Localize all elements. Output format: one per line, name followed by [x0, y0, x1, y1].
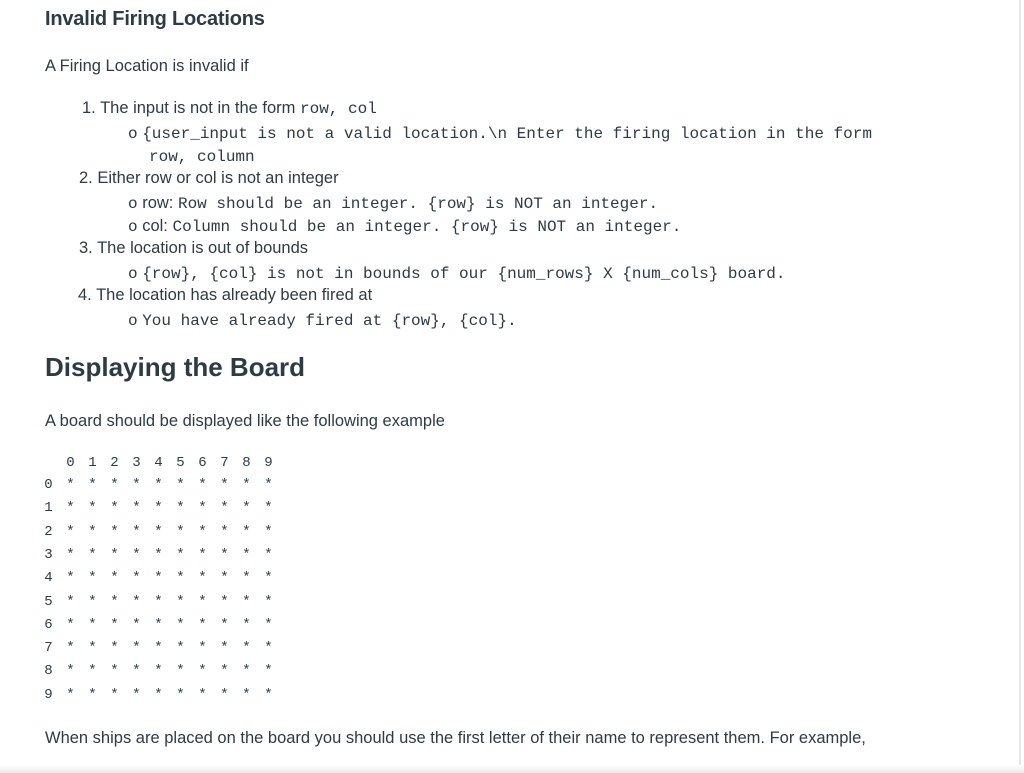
board-cell: * [66, 663, 75, 680]
board-cell: * [242, 570, 251, 587]
board-cell: * [66, 523, 75, 540]
board-cell: * [242, 593, 251, 610]
board-cell: * [132, 500, 141, 517]
board-cell: * [264, 546, 273, 563]
sublist-item-continuation [149, 147, 255, 166]
board-column-label: 0 [66, 455, 75, 471]
board-cell: * [154, 546, 163, 563]
board-cell: * [132, 546, 141, 563]
board-cell: * [198, 570, 207, 587]
board-intro-text: A board should be displayed like the following example [45, 412, 445, 430]
list-marker: 3. [79, 239, 93, 257]
board-cell: * [220, 686, 229, 703]
board-cell: * [264, 523, 273, 540]
board-cell: * [110, 663, 119, 680]
board-cell: * [88, 686, 97, 703]
board-cell: * [198, 686, 207, 703]
board-cell: * [264, 616, 273, 633]
board-row-label: 5 [44, 593, 53, 610]
board-cell: * [132, 640, 141, 657]
board-cell: * [264, 570, 273, 587]
board-cell: * [198, 593, 207, 610]
board-cell: * [154, 616, 163, 633]
board-cell: * [88, 477, 97, 493]
board-cell: * [88, 500, 97, 517]
board-cell: * [242, 616, 251, 633]
error-message-code: {row}, {col} is not in bounds of our {num_rows} X {num_cols} board. [142, 265, 786, 283]
board-cell: * [198, 477, 207, 493]
sublist-item [128, 194, 658, 213]
page-bottom-edge [0, 765, 1024, 773]
board-cell: * [220, 477, 229, 493]
board-cell: * [154, 593, 163, 610]
board-cell: * [176, 570, 185, 587]
board-cell: * [242, 640, 251, 657]
board-cell: * [220, 640, 229, 657]
board-cell: * [176, 593, 185, 610]
board-cell: * [220, 523, 229, 540]
list-marker: 2. [79, 169, 93, 187]
board-cell: * [264, 640, 273, 657]
board-cell: * [198, 500, 207, 517]
sublist-item [128, 264, 786, 283]
board-row-label: 7 [44, 640, 53, 657]
bullet-marker: o [128, 195, 138, 213]
board-cell: * [176, 663, 185, 680]
board-cell: * [220, 616, 229, 633]
section-heading-invalid-firing: Invalid Firing Locations [45, 8, 265, 30]
list-item-text: The location is out of bounds [97, 239, 309, 257]
board-row-label: 6 [44, 616, 53, 633]
board-cell: * [132, 663, 141, 680]
board-cell: * [110, 546, 119, 563]
board-cell: * [88, 570, 97, 587]
board-cell: * [176, 616, 185, 633]
board-cell: * [110, 686, 119, 703]
list-item-2 [79, 169, 339, 188]
bullet-marker: o [128, 125, 138, 143]
board-column-label: 6 [198, 455, 207, 471]
board-cell: * [66, 477, 75, 493]
board-cell: * [176, 477, 185, 493]
list-item-4 [78, 286, 372, 305]
board-cell: * [220, 570, 229, 587]
board-row-label: 0 [44, 477, 53, 493]
error-message-code: row, column [149, 148, 255, 166]
error-message-code: You have already fired at {row}, {col}. [142, 312, 517, 330]
board-cell: * [154, 477, 163, 493]
board-cell: * [132, 686, 141, 703]
invalid-intro-text: A Firing Location is invalid if [45, 57, 249, 75]
error-message-code: Row should be an integer. {row} is NOT an integer. [177, 195, 659, 213]
board-cell: * [264, 593, 273, 610]
bullet-marker: o [128, 312, 138, 330]
board-column-label: 2 [110, 455, 119, 471]
board-cell: * [242, 523, 251, 540]
board-cell: * [154, 500, 163, 517]
board-cell: * [264, 477, 273, 493]
board-cell: * [88, 593, 97, 610]
bullet-marker: o [128, 218, 138, 236]
board-cell: * [66, 570, 75, 587]
board-cell: * [110, 640, 119, 657]
board-cell: * [176, 500, 185, 517]
board-cell: * [242, 500, 251, 517]
board-cell: * [88, 663, 97, 680]
error-message-code: {user_input is not a valid location.\n Enter the firing location in the form [142, 125, 872, 143]
board-cell: * [264, 500, 273, 517]
list-item-text: The location has already been fired at [96, 286, 373, 304]
board-column-label: 1 [88, 455, 97, 471]
board-cell: * [132, 593, 141, 610]
board-cell: * [110, 500, 119, 517]
board-column-label: 7 [220, 455, 229, 471]
board-cell: * [66, 500, 75, 517]
board-cell: * [264, 663, 273, 680]
board-cell: * [198, 640, 207, 657]
board-cell: * [176, 546, 185, 563]
board-cell: * [110, 570, 119, 587]
board-cell: * [88, 546, 97, 563]
list-marker: 4. [78, 286, 92, 304]
bullet-marker: o [128, 265, 138, 283]
board-cell: * [154, 570, 163, 587]
board-cell: * [198, 663, 207, 680]
board-cell: * [220, 663, 229, 680]
board-column-label: 3 [132, 455, 141, 471]
sublist-item [128, 311, 517, 330]
inline-code: row, col [300, 100, 377, 118]
section-heading-displaying-board: Displaying the Board [45, 352, 306, 382]
board-column-label: 4 [154, 455, 163, 471]
sublist-label: col: [142, 217, 168, 235]
board-cell: * [220, 500, 229, 517]
board-cell: * [66, 546, 75, 563]
board-cell: * [154, 663, 163, 680]
board-cell: * [242, 663, 251, 680]
board-cell: * [154, 686, 163, 703]
board-cell: * [154, 640, 163, 657]
error-message-code: Column should be an integer. {row} is NOT an integer. [172, 218, 682, 236]
board-cell: * [88, 640, 97, 657]
board-row-label: 9 [44, 686, 53, 703]
list-item-1 [82, 99, 377, 118]
board-column-label: 8 [242, 455, 251, 471]
list-item-text: The input is not in the form [100, 99, 300, 117]
board-cell: * [88, 616, 97, 633]
board-row-label: 3 [44, 546, 53, 563]
board-cell: * [154, 523, 163, 540]
list-marker: 1. [82, 99, 96, 117]
board-cell: * [220, 546, 229, 563]
board-cell: * [66, 640, 75, 657]
board-row-label: 4 [44, 570, 53, 587]
sublist-label: row: [142, 194, 174, 212]
board-row-label: 2 [44, 523, 53, 540]
board-cell: * [220, 593, 229, 610]
ship-placement-text: When ships are placed on the board you should use the first letter of their name to represent them. For example, [45, 729, 866, 747]
board-cell: * [132, 616, 141, 633]
board-cell: * [132, 523, 141, 540]
board-column-label: 5 [176, 455, 185, 471]
list-item-3 [79, 239, 308, 258]
board-cell: * [242, 546, 251, 563]
board-cell: * [66, 616, 75, 633]
board-cell: * [264, 686, 273, 703]
board-cell: * [88, 523, 97, 540]
board-cell: * [66, 686, 75, 703]
board-row-label: 1 [44, 500, 53, 517]
board-cell: * [242, 477, 251, 493]
sublist-item [128, 124, 872, 143]
board-cell: * [176, 523, 185, 540]
board-cell: * [198, 546, 207, 563]
board-cell: * [66, 593, 75, 610]
board-cell: * [132, 570, 141, 587]
sublist-item [128, 217, 681, 236]
board-cell: * [242, 686, 251, 703]
board-cell: * [110, 523, 119, 540]
board-cell: * [176, 640, 185, 657]
board-cell: * [110, 593, 119, 610]
board-row-label: 8 [44, 663, 53, 680]
board-cell: * [176, 686, 185, 703]
board-cell: * [110, 616, 119, 633]
board-cell: * [198, 616, 207, 633]
board-cell: * [132, 477, 141, 493]
board-cell: * [198, 523, 207, 540]
board-column-label: 9 [264, 455, 273, 471]
list-item-text: Either row or col is not an integer [97, 169, 339, 187]
board-cell: * [110, 477, 119, 493]
